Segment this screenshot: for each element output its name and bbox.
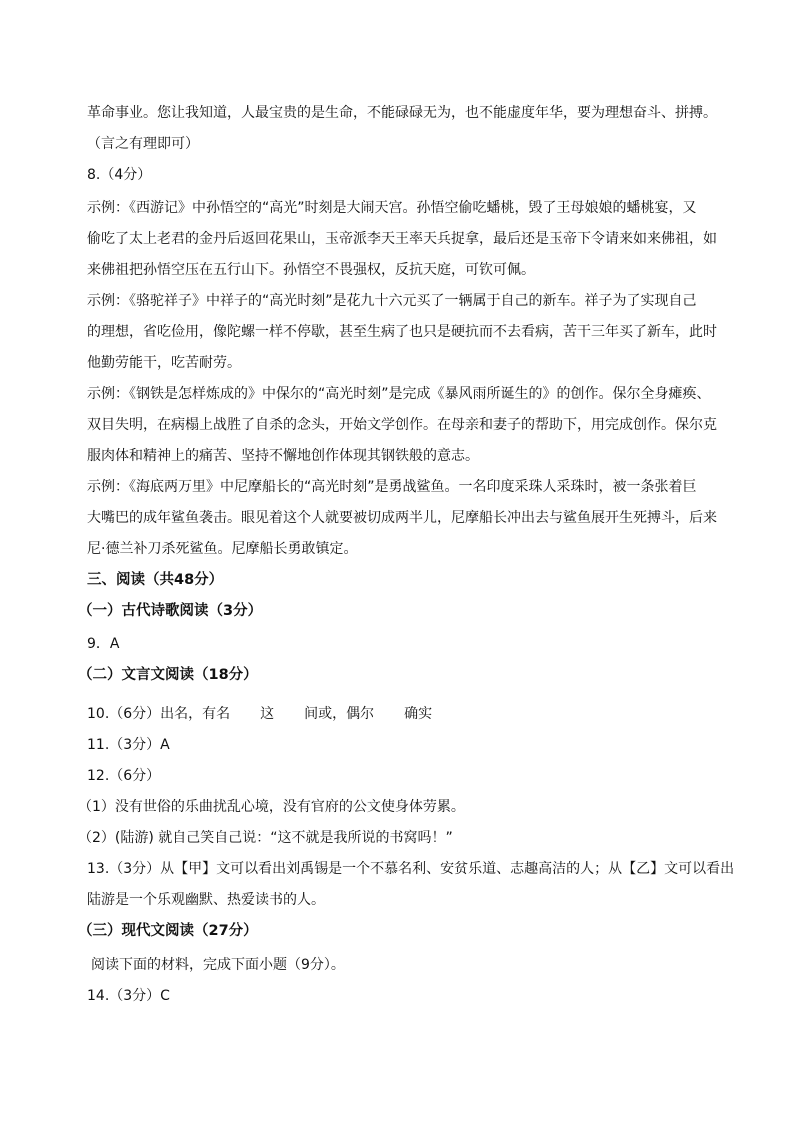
answer-10-part-1: 10.（6分）出名，有名 [87, 706, 231, 722]
answer-12-part-2: （2）(陆游) 就自己笑自己说：“这不就是我所说的书窝吗！” [78, 830, 453, 846]
answer-12-part-1: （1）没有世俗的乐曲扰乱心境，没有官府的公文使身体劳累。 [78, 799, 465, 815]
example-luotuo-line-3: 他勤劳能干，吃苦耐劳。 [87, 355, 241, 371]
answer-13-line-2: 陆游是一个乐观幽默、热爱读书的人。 [87, 892, 325, 908]
question-8-label: 8.（4分） [87, 167, 152, 183]
answer-10-part-2: 这 [260, 706, 275, 722]
example-gangtie-line-2: 双目失明，在病榻上战胜了自杀的念头，开始文学创作。在母亲和妻子的帮助下，用完成创作。保尔克 [87, 417, 717, 433]
answer-14: 14.（3分）C [87, 988, 170, 1004]
answer-7-continued: 革命事业。您让我知道，人最宝贵的是生命，不能碌碌无为，也不能虚度年华，要为理想奋斗、拼搏。 [87, 105, 717, 121]
example-gangtie-line-3: 服肉体和精神上的痛苦、坚持不懈地创作体现其钢铁般的意志。 [87, 448, 479, 464]
answer-10-part-3: 间或，偶尔 [304, 706, 375, 722]
example-xiyouji-line-2: 偷吃了太上老君的金丹后返回花果山，玉帝派李天王率天兵捉拿，最后还是玉帝下令请来如来佛祖，如 [87, 231, 717, 247]
section-heading-reading: 三、阅读（共48分） [87, 572, 224, 588]
answer-11: 11.（3分）A [87, 737, 170, 753]
question-12-label: 12.（6分） [87, 768, 161, 784]
example-xiyouji-line-1: 示例：《西游记》中孙悟空的“高光”时刻是大闹天宫。孙悟空偷吃蟠桃，毁了王母娘娘的蟠桃宴，又 [87, 200, 697, 216]
answer-9: 9．A [87, 636, 120, 652]
example-haidi-line-2: 大嘴巴的成年鲨鱼袭击。眼见着这个人就要被切成两半儿，尼摩船长冲出去与鲨鱼展开生死搏斗，后来 [87, 510, 717, 526]
subsection-heading-poetry: （一）古代诗歌阅读（3分） [78, 603, 263, 619]
modern-reading-instruction: 阅读下面的材料，完成下面小题（9分）。 [91, 957, 345, 973]
example-haidi-line-3: 尼·德兰补刀杀死鲨鱼。尼摩船长勇敢镇定。 [87, 541, 358, 557]
answer-10-part-4: 确实 [404, 706, 433, 722]
subsection-heading-modern: （三）现代文阅读（27分） [78, 923, 258, 939]
subsection-heading-classical: （二）文言文阅读（18分） [78, 667, 258, 683]
answer-7-note: （言之有理即可） [87, 136, 199, 152]
example-gangtie-line-1: 示例：《钢铁是怎样炼成的》中保尔的“高光时刻”是完成《暴风雨所诞生的》的创作。保尔全身瘫痪、 [87, 386, 711, 402]
example-xiyouji-line-3: 来佛祖把孙悟空压在五行山下。孙悟空不畏强权，反抗天庭，可钦可佩。 [87, 262, 535, 278]
answer-10 [87, 705, 432, 723]
answer-13-line-1: 13.（3分）从【甲】文可以看出刘禹锡是一个不慕名利、安贫乐道、志趣高洁的人；从【乙】文可以看出 [87, 861, 735, 877]
example-haidi-line-1: 示例：《海底两万里》中尼摩船长的“高光时刻”是勇战鲨鱼。一名印度采珠人采珠时，被一条张着巨 [87, 479, 697, 495]
example-luotuo-line-2: 的理想，省吃俭用，像陀螺一样不停歇，甚至生病了也只是硬抗而不去看病，苦干三年买了新车，此时 [87, 324, 717, 340]
example-luotuo-line-1: 示例：《骆驼祥子》中祥子的“高光时刻”是花九十六元买了一辆属于自己的新车。祥子为了实现自己 [87, 293, 697, 309]
